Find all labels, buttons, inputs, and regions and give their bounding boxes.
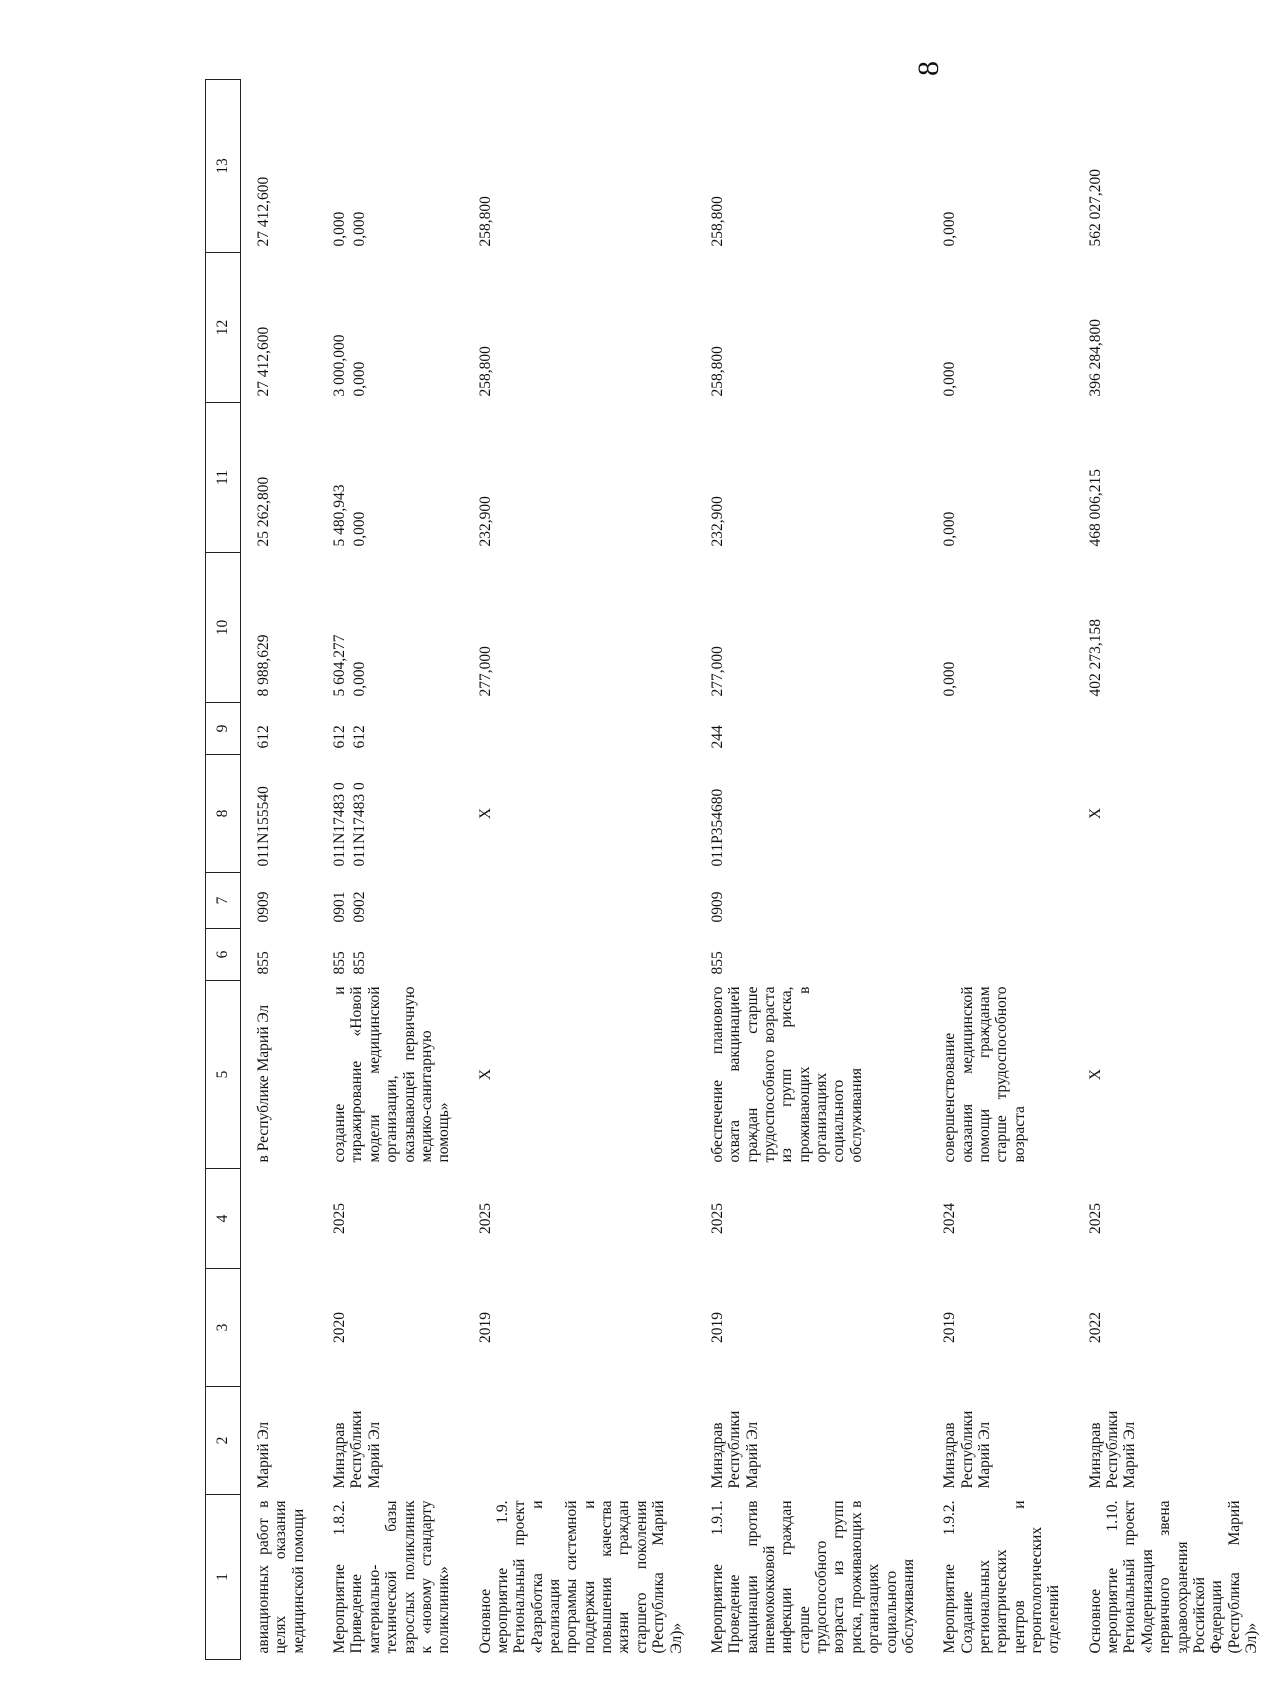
code-grbs — [467, 929, 699, 981]
amount-col-10: 277,000 — [708, 646, 726, 697]
code-section — [1077, 873, 1274, 929]
amount-col-10 — [321, 553, 467, 703]
code-section: 0909 — [708, 891, 726, 923]
header-cell: 2 — [206, 1387, 241, 1495]
table-row — [241, 80, 322, 1660]
amount-col-12: 258,800 — [708, 346, 726, 397]
amount-col-11: 468 006,215 — [1086, 469, 1104, 547]
start-year: 2022 — [1086, 1312, 1104, 1343]
amount-col-12: 27 412,600 — [255, 326, 272, 397]
amount-col-10: 0,000 — [941, 661, 959, 697]
amount-col-12: 0,000 — [941, 361, 959, 397]
code-expense-type: 244 — [708, 725, 726, 749]
expected-result: Х — [476, 1068, 494, 1081]
responsible-executor: Минздрав Республики Марий Эл — [941, 1410, 993, 1489]
code-grbs — [321, 929, 467, 981]
code-target-line: 011N17483 0 — [351, 782, 369, 867]
code-target — [321, 755, 467, 873]
expected-result: Х — [1086, 1068, 1104, 1081]
start-year: 2019 — [941, 1312, 959, 1343]
code-section-line: 0901 — [331, 891, 349, 923]
code-section: 0909 — [255, 891, 272, 923]
code-expense-type — [321, 703, 467, 755]
end-year: 2024 — [941, 1203, 959, 1234]
table-row — [699, 80, 931, 1660]
expected-result: создание и тиражирование «Новой модели медицинской организации, оказывающей первичную медико-санитарную помощь» — [331, 986, 453, 1163]
amount-col-11: 232,900 — [708, 496, 726, 547]
header-cell: 4 — [206, 1169, 241, 1269]
code-target: Х — [476, 807, 494, 820]
page-number: 8 — [912, 61, 945, 76]
amount-col-12 — [321, 253, 467, 403]
amount-col-11 — [321, 403, 467, 553]
code-expense-type-line: 612 — [331, 725, 349, 749]
expected-result: обеспечение планового охвата вакцинацией граждан старше трудоспособного возраста из групп риска, проживающих в организациях социального обслуживания — [708, 986, 865, 1163]
end-year: 2025 — [331, 1203, 349, 1234]
header-cell: 8 — [206, 755, 241, 873]
header-cell: 7 — [206, 873, 241, 929]
amount-col-12: 396 284,800 — [1086, 319, 1104, 397]
code-grbs-line: 855 — [351, 951, 369, 975]
header-row — [206, 80, 241, 1660]
code-section — [321, 873, 467, 929]
start-year: 2019 — [708, 1312, 726, 1343]
code-target — [931, 755, 1077, 873]
table-row — [467, 80, 699, 1660]
code-expense-type — [467, 703, 699, 755]
end-year: 2025 — [1086, 1203, 1104, 1234]
table-row — [931, 80, 1077, 1660]
measure-name: Мероприятие 1.9.2. Создание региональных гериатрических центров и геронтологических отделений — [941, 1500, 1063, 1654]
measure-name: Мероприятие 1.8.2. Приведение материально-технической базы взрослых поликлиник к «новому стандарту поликлиник» — [331, 1500, 453, 1654]
end-year: 2025 — [708, 1203, 726, 1234]
responsible-executor: Минздрав Республики Марий Эл — [708, 1410, 761, 1489]
code-expense-type-line: 612 — [351, 725, 369, 749]
amount-line: 5 604,277 — [331, 634, 349, 697]
table-row — [1077, 80, 1274, 1660]
code-grbs — [1077, 929, 1274, 981]
start-year: 2020 — [331, 1312, 349, 1343]
code-grbs — [931, 929, 1077, 981]
amount-col-10: 402 273,158 — [1086, 619, 1104, 697]
amount-col-11: 25 262,800 — [255, 476, 272, 547]
end-year: 2025 — [476, 1203, 494, 1234]
amount-col-13: 27 412,600 — [255, 176, 272, 247]
header-cell: 12 — [206, 253, 241, 403]
responsible-executor — [467, 1387, 699, 1495]
amount-line: 3 000,000 — [331, 334, 349, 397]
amount-col-12: 258,800 — [476, 346, 494, 397]
amount-line: 0,000 — [351, 661, 369, 697]
code-section — [931, 873, 1077, 929]
amount-col-13: 258,800 — [708, 196, 726, 247]
header-cell: 9 — [206, 703, 241, 755]
table-row — [321, 80, 467, 1660]
amount-col-10: 8 988,629 — [255, 634, 272, 697]
header-cell: 11 — [206, 403, 241, 553]
code-expense-type: 612 — [255, 725, 272, 749]
budget-table — [205, 79, 1274, 1660]
code-expense-type — [1077, 703, 1274, 755]
code-section-line: 0902 — [351, 891, 369, 923]
start-year: 2019 — [476, 1312, 494, 1343]
expected-result: в Республике Марий Эл — [255, 1004, 272, 1163]
header-cell: 5 — [206, 981, 241, 1169]
amount-line: 5 480,943 — [331, 484, 349, 547]
amount-col-13 — [321, 80, 467, 253]
measure-name: Основное мероприятие 1.10. Региональный проект «Модернизация первичного звена здравоохранения Российской Федерации (Республика Марий Эл)» — [1086, 1500, 1260, 1654]
responsible-executor: Марий Эл — [255, 1421, 272, 1489]
header-cell: 10 — [206, 553, 241, 703]
amount-col-13: 258,800 — [476, 196, 494, 247]
amount-line: 0,000 — [331, 211, 349, 247]
code-target: Х — [1086, 807, 1104, 820]
amount-col-11: 0,000 — [941, 511, 959, 547]
amount-line: 0,000 — [351, 211, 369, 247]
responsible-executor: Минздрав Республики Марий Эл — [331, 1410, 383, 1489]
expected-result: совершенствование оказания медицинской помощи гражданам старше трудоспособного возраста — [941, 986, 1028, 1163]
measure-name: авиационных работ в целях оказания медицинской помощи — [255, 1500, 307, 1654]
amount-line: 0,000 — [351, 361, 369, 397]
start-year — [241, 1269, 322, 1387]
code-grbs-line: 855 — [331, 951, 349, 975]
code-grbs: 855 — [708, 951, 726, 975]
code-expense-type — [931, 703, 1077, 755]
code-target: 011N155540 — [255, 786, 272, 867]
amount-line: 0,000 — [351, 511, 369, 547]
measure-name: Мероприятие 1.9.1. Проведение вакцинации против пневмококковой инфекции граждан старше трудоспособного возраста из групп риска, проживающих в организациях социального обслуживания — [708, 1500, 917, 1654]
amount-col-10: 277,000 — [476, 646, 494, 697]
amount-col-13: 562 027,200 — [1086, 169, 1104, 247]
code-section — [467, 873, 699, 929]
amount-col-13: 0,000 — [941, 211, 959, 247]
rotated-table-container — [205, 60, 1260, 1660]
amount-col-11: 232,900 — [476, 496, 494, 547]
code-target: 011P354680 — [708, 788, 726, 867]
header-cell: 1 — [206, 1495, 241, 1660]
header-cell: 13 — [206, 80, 241, 253]
responsible-executor: Минздрав Республики Марий Эл — [1086, 1410, 1139, 1489]
measure-name: Основное мероприятие 1.9. Региональный проект «Разработка и реализация программы системной поддержки и повышения качества жизни граждан старшего поколения (Республика Марий Эл)» — [476, 1500, 685, 1654]
header-cell: 3 — [206, 1269, 241, 1387]
end-year — [241, 1169, 322, 1269]
code-grbs: 855 — [255, 951, 272, 975]
header-cell: 6 — [206, 929, 241, 981]
code-target-line: 011N17483 0 — [331, 782, 349, 867]
